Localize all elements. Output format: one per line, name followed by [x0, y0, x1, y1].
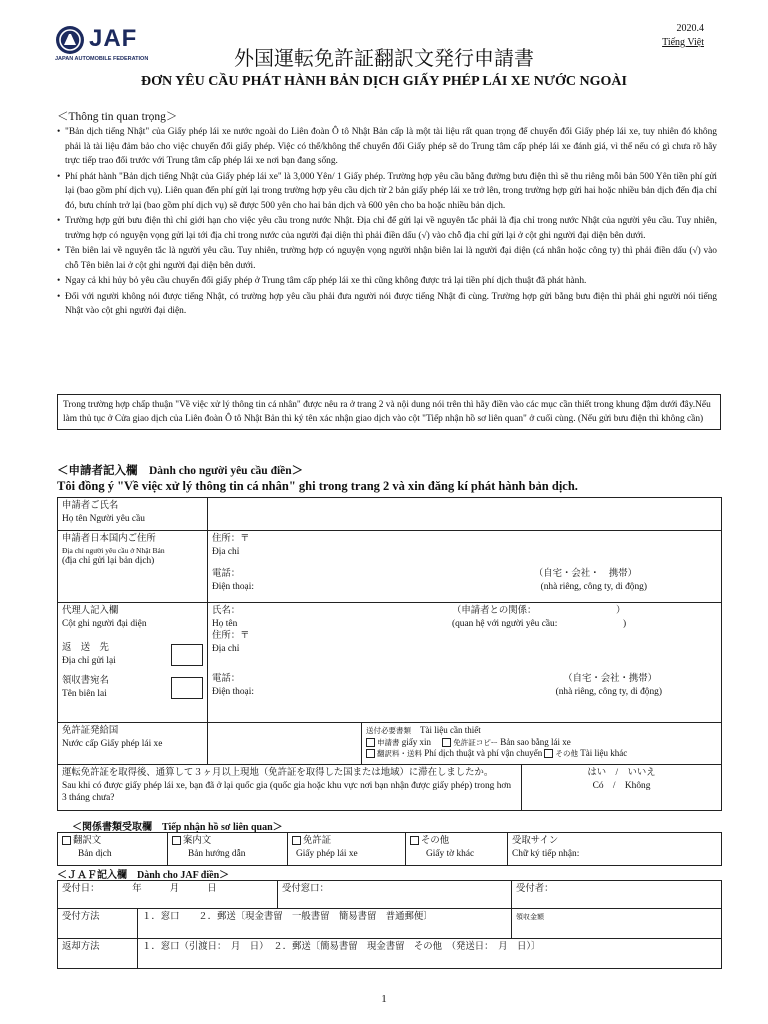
docs-heading: 送付必要書類 Tài liệu cần thiết [366, 725, 481, 735]
agreement-statement: Tôi đồng ý "Về việc xử lý thông tin cá nhân" ghi trong trang 2 và xin đăng kí phát hành bản dịch. [57, 479, 578, 493]
country-label-cell [58, 723, 208, 765]
other-label-vi: Giấy tờ khác [426, 848, 475, 859]
doc-fee-checkbox[interactable] [366, 749, 375, 758]
agent-phone-row [212, 673, 717, 686]
address-prefix-jp: 住所：〒 [212, 534, 250, 544]
return-address-row [62, 642, 203, 667]
agent-label-vi: Cột ghi người đại diện [62, 618, 147, 629]
related-doc-license[interactable]: 免許証 Giấy phép lái xe [288, 833, 406, 866]
related-doc-translation[interactable]: 翻訳文 Bản dịch [58, 833, 168, 866]
related-docs-table [57, 832, 722, 866]
applicant-form [57, 497, 722, 811]
stay-answer-jp: はい / いいえ [587, 768, 656, 778]
method-field[interactable]: １．窓口 ２．郵送〔現金書留 一般書留 簡易書留 普通郵便〕 [138, 909, 512, 939]
list-item: • Ngay cả khi hủy bỏ yêu cầu chuyển đổi giấy phép ở Trung tâm cấp phép lái xe thì cũng không được trả lại tiền phí dịch thuật đã phát hành. [57, 274, 717, 289]
address-prefix-vi: Địa chỉ [212, 546, 240, 557]
list-item: • "Bản dịch tiếng Nhật" của Giấy phép lái xe nước ngoài do Liên đoàn Ô tô Nhật Bản cấp là một tài liệu rất quan trọng để chuyển đổi Giấy phép lái xe, tuy nhiên đó không phải là tài liệu đảm bảo cho việc chuyển đổi giấy phép. Việc có thể/không thể chuyển đổi Giấy phép sẽ do Trung tâm cấp phép lái xe đánh giá, vì thế nếu có gì chưa rõ hãy trực tiếp trao đổi trước với Trung tâm cấp phép lái xe nơi bạn đang sống. [57, 125, 717, 169]
return-method-label: 返却方法 [58, 939, 138, 969]
other-checkbox[interactable] [410, 836, 419, 845]
phone-type-vi: (nhà riêng, công ty, di động) [540, 581, 647, 592]
relation-jp: （申請者との関係： ） [452, 606, 626, 616]
docs-row-2: 翻訳料・送料 Phí dịch thuật và phí vận chuyển その他 Tài liệu khác [366, 748, 717, 760]
translation-label-vi: Bản dịch [78, 848, 112, 859]
country-label-vi: Nước cấp Giấy phép lái xe [62, 738, 163, 749]
list-item: • Trường hợp gửi bưu điện thì chỉ giới hạn cho việc yêu cầu trong nước Nhật. Địa chỉ để gửi lại về nguyên tắc phải là địa chỉ trong nước Nhật của người yêu cầu. Tuy nhiên, trường hợp có nguyện vọng gửi lại tới địa chỉ trong nước của người đại diện thì phải điền dấu (√) vào chỗ địa chỉ gửi lại ở cột ghi người đại diện bên dưới. [57, 214, 717, 243]
return-label-vi: Địa chỉ gửi lại [62, 655, 116, 666]
license-checkbox[interactable] [292, 836, 301, 845]
applicant-heading: ＜申請者記入欄 Dành cho người yêu cầu điền＞ [57, 465, 304, 477]
agent-phone-row-vi [212, 686, 717, 699]
amount-field[interactable]: 領収金額 [512, 909, 722, 939]
receipt-label-vi: Tên biên lai [62, 688, 107, 699]
agent-label-jp: 代理人記入欄 [62, 606, 119, 616]
guide-checkbox[interactable] [172, 836, 181, 845]
address-field[interactable] [208, 531, 722, 603]
agent-name-vi: Họ tên [212, 618, 238, 629]
receipt-signature-field[interactable] [508, 833, 722, 866]
agent-label-cell [58, 603, 208, 723]
consent-note: Trong trường hợp chấp thuận "Về việc xử lý thông tin cá nhân" được nêu ra ở trang 2 và nội dung nói trên thì hãy điền vào các mục cần thiết trong khung đậm dưới đây.Nếu làm thủ tục ở Cửa giao dịch của Liên đoàn Ô tô Nhật Bản thì ký tên xác nhận giao dịch vào cột "Tiếp nhận hồ sơ liên quan" ở cuối cùng. (Nếu gửi bưu điện thì không cần) [57, 394, 721, 430]
list-item: • Phí phát hành "Bản dịch tiếng Nhật của Giấy phép lái xe" là 3,000 Yên/ 1 Giấy phép. Trường hợp yêu cầu bằng đường bưu điện thì sẽ thu riêng mỗi bản 500 Yên tiền phí gửi lại (bao gồm phí dịch vụ). Liên quan đến phí gửi lại trong trường hợp yêu cầu dịch từ 2 bản giấy phép lái xe trở lên, trong trường hợp gửi hai hoặc nhiều bản dịch đến địa chỉ đó, bưu chính trở lại (bao gồm phí dịch vụ) sẽ được 500 yên cho hai bản dịch và 600 yên cho ba hoặc nhiều bản dịch. [57, 170, 717, 214]
stay-answer-vi: Có / Không [592, 780, 651, 791]
doc-application-checkbox[interactable] [366, 738, 375, 747]
agent-phone-jp: 電話： [212, 674, 241, 684]
list-item: • Tên biên lai về nguyên tắc là người yêu cầu. Tuy nhiên, trường hợp có nguyện vọng người nhận biên lai là người đại diện (cá nhân hoặc công ty) thì phải điền dấu (√) vào chỗ Tên biên lai ở cột ghi người đại diện bên dưới. [57, 244, 717, 273]
receipt-name-row [62, 675, 203, 700]
receipt-label-jp: 領収書宛名 [62, 676, 109, 686]
agent-phone-type-jp: （自宅・会社・携帯） [563, 674, 657, 684]
agent-phone-vi: Điện thoại: [212, 686, 254, 697]
phone-row [212, 568, 717, 581]
page-number: 1 [381, 993, 387, 1005]
relation-vi: (quan hệ với người yêu cầu: ) [452, 618, 627, 629]
country-field[interactable] [208, 723, 362, 765]
name-label-jp: 申請者ご氏名 [62, 501, 119, 511]
agent-address-jp: 住所：〒 [212, 631, 250, 641]
guide-label-vi: Bản hướng dẫn [188, 848, 246, 859]
docs-row-1: 申請書 giấy xin 免許証コピー Bản sao bằng lái xe [366, 737, 717, 749]
license-label-vi: Giấy phép lái xe [296, 848, 358, 859]
return-method-field[interactable]: １．窓口（引渡日： 月 日） ２．郵送〔簡易書留 現金書留 その他 （発送日： 月 日）〕 [138, 939, 722, 969]
name-label-vi: Họ tên Người yêu cầu [62, 513, 145, 524]
agent-name-row-vi [212, 618, 717, 631]
phone-label-jp: 電話： [212, 569, 241, 579]
phone-label-vi: Điện thoại: [212, 581, 254, 592]
method-label: 受付方法 [58, 909, 138, 939]
jaf-table [57, 880, 722, 969]
important-heading: ＜Thông tin quan trọng＞ [57, 111, 178, 123]
logo-text: JAF [89, 25, 138, 52]
address-label-small: Địa chỉ người yêu cầu ở Nhật Bản [62, 545, 165, 555]
receipt-name-checkbox[interactable] [171, 677, 203, 699]
agent-name-row [212, 605, 717, 618]
important-list [57, 125, 717, 320]
stay-question-vi: Sau khi có được giấy phép lái xe, bạn đã ở lại quốc gia (quốc gia hoặc khu vực nơi bạn nhận được giấy phép) trong hơn 3 tháng chưa? [62, 780, 512, 803]
address-label-cell [58, 531, 208, 603]
phone-type-jp: （自宅・会社・ 携帯） [533, 569, 637, 579]
stay-answer-cell[interactable] [522, 765, 722, 811]
stay-question-jp: 運転免許証を取得後、通算して３ヶ月以上現地（免許証を取得した国または地域）に滞在しましたか。 [62, 768, 494, 778]
page-title-jp: 外国運転免許証翻訳文発行申請書 [234, 48, 534, 70]
address-label-vi: (địa chỉ gửi lại bản dịch) [62, 555, 155, 566]
language-label: Tiếng Việt [662, 37, 704, 48]
signature-label-jp: 受取サイン [512, 836, 559, 846]
agent-phone-type-vi: (nhà riêng, công ty, di động) [555, 686, 662, 697]
reception-staff-field[interactable]: 受付者： [512, 881, 722, 909]
list-item: • Đối với người không nói được tiếng Nhật, có trường hợp yêu cầu phải đưa người nói được tiếng Nhật đi cùng. Trường hợp gửi bằng bưu điện thì phải ghi người nói tiếng Nhật vào cột ghi người đại diện. [57, 290, 717, 319]
page-title-vi: ĐƠN YÊU CẦU PHÁT HÀNH BẢN DỊCH GIẤY PHÉP LÁI XE NƯỚC NGOÀI [141, 74, 627, 89]
reception-counter-field[interactable]: 受付窓口： [278, 881, 512, 909]
signature-label-vi: Chữ ký tiếp nhận: [512, 848, 580, 859]
logo-subtitle: JAPAN AUTOMOBILE FEDERATION [55, 56, 149, 62]
stay-question-cell [58, 765, 522, 811]
doc-other-checkbox[interactable] [544, 749, 553, 758]
agent-field[interactable] [208, 603, 722, 723]
jaf-section-heading: ＜ＪＡＦ記入欄 Dành cho JAF điền＞ [57, 870, 230, 881]
return-address-checkbox[interactable] [171, 644, 203, 666]
return-label-jp: 返 送 先 [62, 643, 109, 653]
reception-date-field[interactable]: 受付日： 年 月 日 [58, 881, 278, 909]
edition-date: 2020.4 [676, 23, 704, 34]
required-docs-cell [362, 723, 722, 765]
related-docs-heading: ＜関係書類受取欄 Tiếp nhận hồ sơ liên quan＞ [72, 822, 283, 833]
phone-row-vi [212, 581, 717, 594]
related-doc-guide[interactable]: 案内文 Bản hướng dẫn [168, 833, 288, 866]
translation-checkbox[interactable] [62, 836, 71, 845]
related-doc-other[interactable]: その他 Giấy tờ khác [406, 833, 508, 866]
doc-license-copy-checkbox[interactable] [442, 738, 451, 747]
name-field[interactable] [208, 498, 722, 531]
agent-name-jp: 氏名： [212, 606, 241, 616]
country-label-jp: 免許証発給国 [62, 726, 119, 736]
address-label-jp: 申請者日本国内ご住所 [62, 534, 156, 544]
name-label-cell [58, 498, 208, 531]
agent-address-vi: Địa chỉ [212, 643, 240, 654]
